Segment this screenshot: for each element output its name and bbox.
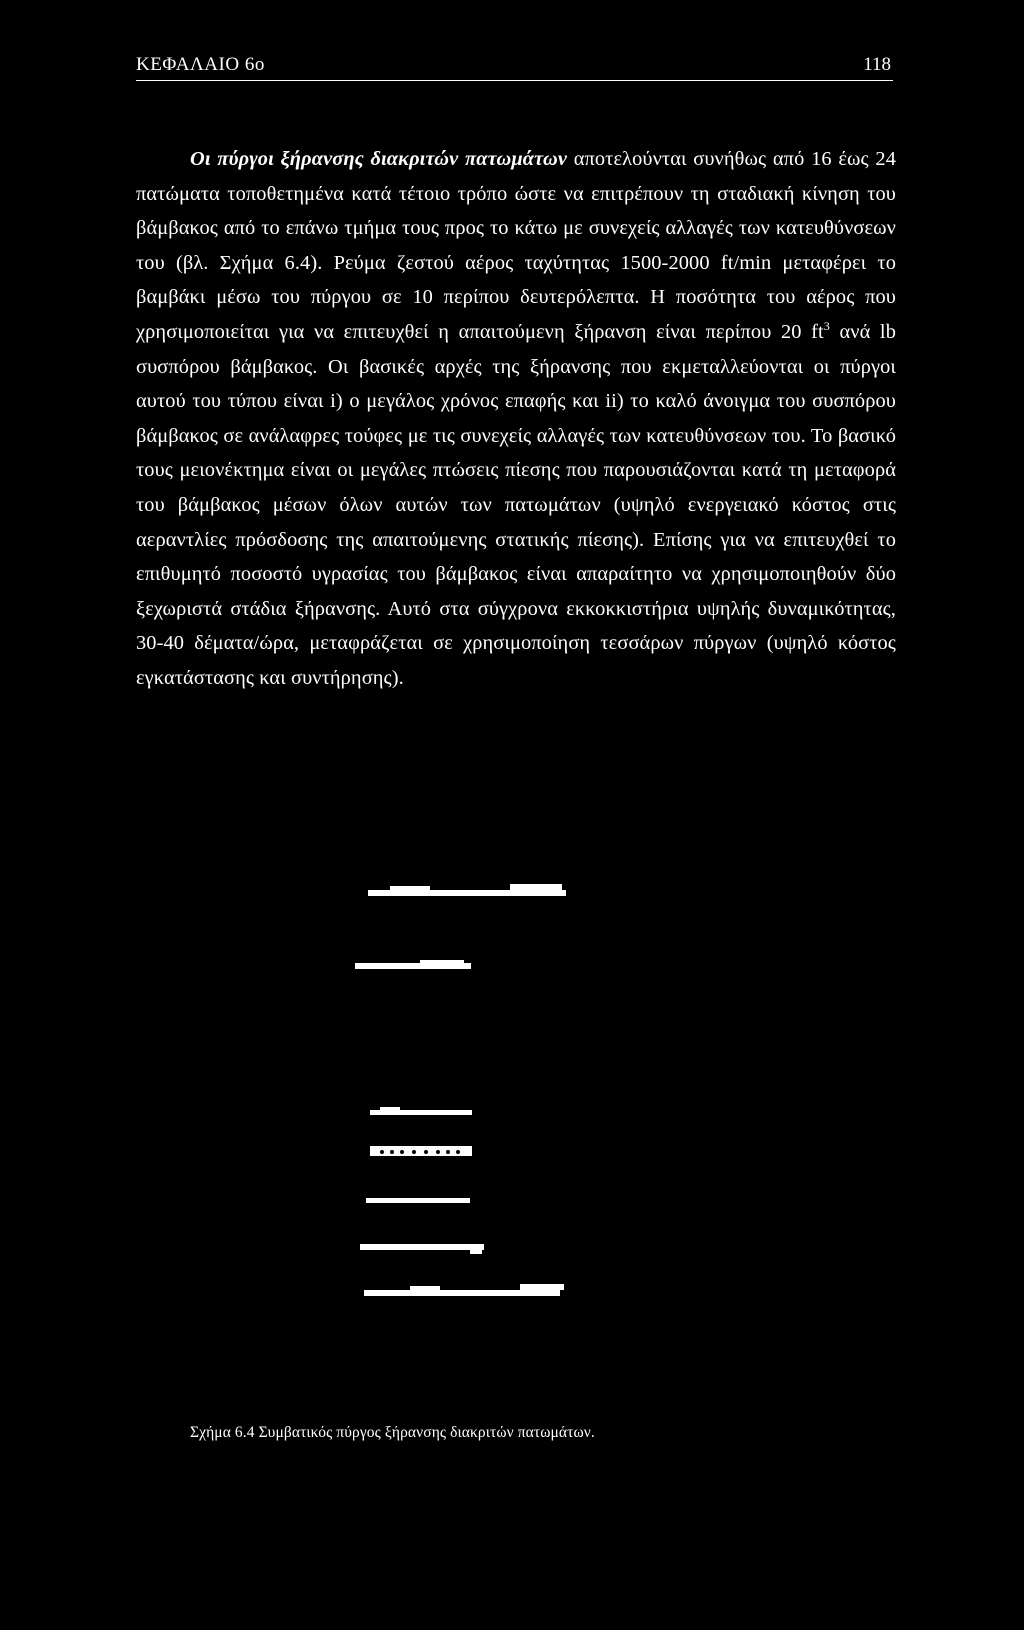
tower-layer-3-detail [380, 1107, 400, 1110]
lead-term: Οι πύργοι ξήρανσης διακριτών πατωμάτων [190, 148, 567, 170]
tower-layer-7-detail [410, 1286, 440, 1290]
superscript-cube: 3 [823, 319, 830, 334]
tower-layer-3 [370, 1110, 472, 1115]
tower-layer-1 [368, 890, 566, 896]
paragraph-text-part2: ανά lb συσπόρου βάμβακος. Οι βασικές αρχές της ξήρανσης που εκμεταλλεύονται οι πύργοι αυτού του τύπου είναι i) ο μεγάλος χρόνος επαφής και ii) το καλό άνοιγμα του συσπόρου βάμβακος σε ανάλαφρες τούφες με τις συνεχείς αλλαγές των κατευθύνσεων του. Το βασικό τους μειονέκτημα είναι οι μεγάλες πτώσεις πίεσης που παρουσιάζονται κατά τη μεταφορά του βάμβακος μέσων όλων αυτών των πατωμάτων (υψηλό ενεργειακό κόστος στις αεραντλίες πρόσδοσης της απαιτούμενης στατικής πίεσης). Επίσης για να επιτευχθεί το επιθυμητό ποσοστό υγρασίας του βάμβακος είναι απαραίτητο να χρησιμοποιηθούν δύο ξεχωριστά στάδια ξήρανσης. Αυτό στα σύγχρονα εκκοκκιστήρια υψηλής δυναμικότητας, 30-40 δέματα/ώρα, μεταφράζεται σε χρησιμοποίηση τεσσάρων πύργων (υψηλό κόστος εγκατάστασης και συντήρησης). [136, 320, 896, 689]
page-header [136, 52, 893, 81]
body-paragraph [136, 142, 896, 696]
tower-layer-6 [360, 1244, 484, 1250]
tower-layer-5 [366, 1198, 470, 1203]
figure-caption: Σχήμα 6.4 Συμβατικός πύργος ξήρανσης διακριτών πατωμάτων. [190, 1424, 595, 1441]
chapter-title: ΚΕΦΑΛΑΙΟ 6ο [136, 54, 265, 75]
paragraph-text-part1: αποτελούνται συνήθως από 16 έως 24 πατώματα τοποθετημένα κατά τέτοιο τρόπο ώστε να επιτρέπουν τη σταδιακή κίνηση του βάμβακος από το επάνω τμήμα τους προς το κάτω με συνεχείς αλλαγές των κατευθύνσεων του (βλ. Σχήμα 6.4). Ρεύμα ζεστού αέρος ταχύτητας 1500-2000 ft/min μεταφέρει το βαμβάκι μέσω του πύργου σε 10 περίπου δευτερόλεπτα. Η ποσότητα του αέρος που χρησιμοποιείται για να επιτευχθεί η απαιτούμενη ξήρανση είναι περίπου 20 ft [136, 148, 896, 343]
tower-layer-6-detail [470, 1248, 482, 1254]
drying-tower-drawing [330, 870, 610, 1390]
page-number: 118 [863, 54, 891, 75]
tower-layer-7-detail [520, 1284, 564, 1290]
tower-layer-2-detail [420, 960, 464, 964]
tower-layer-7 [364, 1290, 560, 1296]
drying-tower-figure [330, 870, 610, 1630]
tower-layer-1-detail [510, 884, 562, 890]
tower-layer-1-detail [390, 886, 430, 890]
